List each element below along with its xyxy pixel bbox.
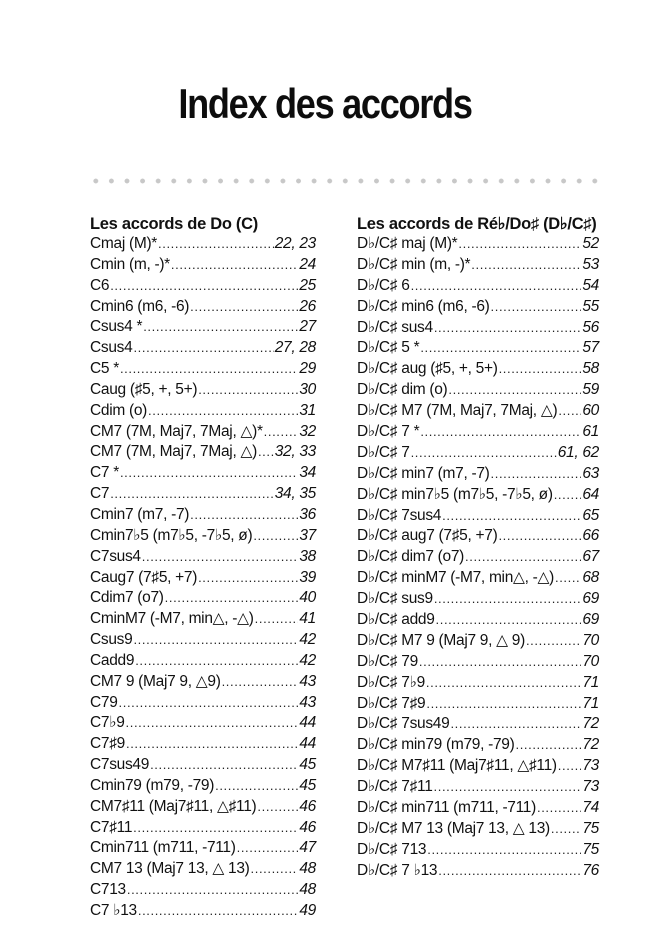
page-number: 26 xyxy=(299,297,316,315)
page-number: 61 xyxy=(582,423,599,441)
page-number: 73 xyxy=(582,757,599,775)
index-entry xyxy=(90,713,316,734)
chord-name: D♭/C♯ M7 (7M, Maj7, 7Maj, △) xyxy=(357,402,558,420)
page-number: 46 xyxy=(299,818,316,836)
index-entry xyxy=(90,755,316,776)
index-entry xyxy=(357,568,599,589)
index-entry xyxy=(90,359,316,380)
chord-name: C7 xyxy=(90,485,110,503)
index-entry xyxy=(357,756,599,777)
page-number: 32, 33 xyxy=(274,443,316,461)
page-number: 32 xyxy=(299,422,316,440)
dot-leader xyxy=(434,777,582,798)
page-number: 74 xyxy=(582,799,599,817)
chord-name: Cmin (m, -)* xyxy=(90,255,170,273)
dot-leader xyxy=(458,234,581,255)
chord-name: D♭/C♯ min7 (m7, -7) xyxy=(357,464,490,482)
chord-name: D♭/C♯ 7 * xyxy=(357,423,420,441)
dot-leader xyxy=(133,630,298,651)
index-entry xyxy=(90,297,316,318)
page-number: 41 xyxy=(299,610,316,628)
dot-leader xyxy=(255,609,299,630)
page-number: 53 xyxy=(582,255,599,273)
dot-leader xyxy=(135,651,298,672)
chord-name: C713 xyxy=(90,881,126,899)
dot-leader xyxy=(555,568,581,589)
chord-name: CminM7 (-M7, min△, -△) xyxy=(90,610,254,628)
dot-leader xyxy=(142,547,299,568)
dot-leader xyxy=(515,735,581,756)
dot-leader xyxy=(237,838,299,859)
page-number: 70 xyxy=(582,631,599,649)
chord-name: Cadd9 xyxy=(90,651,135,669)
page-number: 43 xyxy=(299,672,316,690)
dot-leader xyxy=(426,694,581,715)
page-number: 73 xyxy=(582,778,599,796)
page-number: 55 xyxy=(582,297,599,315)
index-entry xyxy=(90,234,316,255)
page-number: 70 xyxy=(582,652,599,670)
page-number: 52 xyxy=(582,235,599,252)
index-entry xyxy=(90,776,316,797)
chord-name: Cmin79 (m79, -79) xyxy=(90,776,215,794)
chord-name: D♭/C♯ 6 xyxy=(357,276,410,294)
page-number: 67 xyxy=(582,548,599,566)
index-entry xyxy=(90,526,316,547)
dot-leader xyxy=(110,484,273,505)
dot-leader xyxy=(471,255,581,276)
chord-name: Cmin7 (m7, -7) xyxy=(90,505,190,523)
index-entry xyxy=(357,714,599,735)
index-entry xyxy=(357,610,599,631)
page-number: 37 xyxy=(299,526,316,544)
chord-name: CM7 13 (Maj7 13, △ 13) xyxy=(90,860,250,878)
dot-leader xyxy=(558,401,581,422)
index-entry xyxy=(357,735,599,756)
index-entry xyxy=(90,901,316,922)
dot-leader xyxy=(110,276,298,297)
chord-name: CM7♯11 (Maj7♯11, △♯11) xyxy=(90,797,257,815)
index-entry xyxy=(90,463,316,484)
page-number: 29 xyxy=(299,360,316,378)
index-entry xyxy=(90,859,316,880)
dot-leader xyxy=(264,422,299,443)
chord-name: D♭/C♯ minM7 (-M7, min△, -△) xyxy=(357,569,554,587)
dot-leader xyxy=(465,547,581,568)
dot-leader xyxy=(148,401,298,422)
index-entry xyxy=(90,797,316,818)
dot-leader xyxy=(253,526,298,547)
column-heading: Les accords de Ré♭/Do♯ (D♭/C♯) xyxy=(357,215,597,233)
index-entry xyxy=(357,819,599,840)
page-number: 25 xyxy=(299,276,316,294)
dot-leader xyxy=(120,359,298,380)
index-entry xyxy=(90,317,316,338)
chord-name: C7 ♭13 xyxy=(90,902,137,919)
index-entry xyxy=(357,652,599,673)
chord-name: C7sus49 xyxy=(90,756,150,774)
index-entry xyxy=(357,798,599,819)
chord-name: D♭/C♯ 7♭9 xyxy=(357,673,425,691)
page-number: 42 xyxy=(299,651,316,669)
chord-name: C7♯11 xyxy=(90,818,133,836)
page-number: 63 xyxy=(582,464,599,482)
page-number: 42 xyxy=(299,631,316,649)
dot-leader xyxy=(554,485,582,506)
index-entry xyxy=(90,734,316,755)
dot-leader xyxy=(499,359,582,380)
index-entry xyxy=(357,234,599,255)
index-entry xyxy=(90,255,316,276)
chord-name: D♭/C♯ maj (M)* xyxy=(357,235,458,252)
chord-name: D♭/C♯ 7 ♭13 xyxy=(357,861,438,879)
page-number: 71 xyxy=(582,694,599,712)
dot-leader xyxy=(426,673,581,694)
page-number: 22, 23 xyxy=(274,235,316,252)
chord-name: Cmin6 (m6, -6) xyxy=(90,297,190,315)
page-number: 59 xyxy=(582,381,599,399)
page-number: 45 xyxy=(299,776,316,794)
page-number: 27, 28 xyxy=(274,339,316,357)
index-entry xyxy=(357,318,599,339)
chord-name: D♭/C♯ min7♭5 (m7♭5, -7♭5, ø) xyxy=(357,485,553,503)
dot-leader xyxy=(537,798,581,819)
page-number: 75 xyxy=(582,840,599,858)
chord-name: D♭/C♯ 7sus4 xyxy=(357,506,442,524)
dot-leader xyxy=(158,234,274,255)
page-number: 36 xyxy=(299,505,316,523)
chord-name: Caug (♯5, +, 5+) xyxy=(90,380,198,398)
index-entry xyxy=(357,840,599,861)
dot-leader xyxy=(257,797,298,818)
page-number: 39 xyxy=(299,568,316,586)
dot-leader xyxy=(558,756,582,777)
dot-leader xyxy=(551,819,581,840)
dot-leader xyxy=(127,880,298,901)
index-entry xyxy=(357,506,599,527)
chord-name: CM7 (7M, Maj7, 7Maj, △)* xyxy=(90,422,263,440)
index-entry xyxy=(357,673,599,694)
page-number: 71 xyxy=(582,673,599,691)
chord-name: D♭/C♯ aug7 (7♯5, +7) xyxy=(357,527,498,545)
dot-leader xyxy=(448,380,581,401)
dot-leader xyxy=(251,859,299,880)
page-number: 47 xyxy=(299,839,316,857)
chord-name: D♭/C♯ 7 xyxy=(357,443,410,461)
index-entry xyxy=(357,526,599,547)
page-number: 27 xyxy=(299,318,316,336)
dot-leader xyxy=(143,317,298,338)
page-number: 30 xyxy=(299,380,316,398)
index-entry xyxy=(90,276,316,297)
chord-name: Csus4 xyxy=(90,339,133,357)
index-entry xyxy=(357,485,599,506)
chord-name: D♭/C♯ 5 * xyxy=(357,339,420,357)
index-entry xyxy=(357,359,599,380)
page-number: 57 xyxy=(582,339,599,357)
chord-name: CM7 9 (Maj7 9, △9) xyxy=(90,672,221,690)
dot-leader xyxy=(411,276,582,297)
dot-leader xyxy=(190,297,298,318)
index-entry xyxy=(90,338,316,359)
chord-name: D♭/C♯ 7sus49 xyxy=(357,715,450,733)
dotted-separator xyxy=(88,178,604,184)
chord-name: Csus4 * xyxy=(90,318,143,336)
page-number: 49 xyxy=(299,902,316,919)
page-number: 65 xyxy=(582,506,599,524)
index-entry xyxy=(357,861,599,882)
index-entry xyxy=(90,672,316,693)
dot-leader xyxy=(427,840,581,861)
chord-name: D♭/C♯ M7♯11 (Maj7♯11, △♯11) xyxy=(357,757,557,775)
index-entry xyxy=(90,547,316,568)
index-entry xyxy=(90,609,316,630)
dot-leader xyxy=(434,589,582,610)
dot-leader xyxy=(436,610,582,631)
chord-name: Caug7 (7♯5, +7) xyxy=(90,568,198,586)
chord-name: D♭/C♯ 713 xyxy=(357,840,427,858)
page-number: 58 xyxy=(582,360,599,378)
chord-name: D♭/C♯ add9 xyxy=(357,611,435,629)
dot-leader xyxy=(411,443,557,464)
index-entry xyxy=(90,422,316,443)
dot-leader xyxy=(126,734,298,755)
page-number: 60 xyxy=(582,402,599,420)
page-number: 54 xyxy=(582,276,599,294)
chord-name: D♭/C♯ dim (o) xyxy=(357,381,448,399)
page-number: 40 xyxy=(299,589,316,607)
index-entry xyxy=(90,630,316,651)
chord-name: C7♯9 xyxy=(90,735,125,753)
index-entry xyxy=(90,401,316,422)
dot-leader xyxy=(526,631,581,652)
chord-name: C7 * xyxy=(90,464,119,482)
chord-name: Cdim (o) xyxy=(90,401,148,419)
dot-leader xyxy=(450,714,581,735)
page-number: 44 xyxy=(299,714,316,732)
dot-leader xyxy=(198,568,298,589)
chord-name: D♭/C♯ min6 (m6, -6) xyxy=(357,297,490,315)
index-entry xyxy=(90,838,316,859)
page-number: 68 xyxy=(582,569,599,587)
chord-name: Cdim7 (o7) xyxy=(90,589,164,607)
chord-name: Cmin711 (m711, -711) xyxy=(90,839,236,857)
index-entry xyxy=(357,338,599,359)
chord-name: D♭/C♯ M7 13 (Maj7 13, △ 13) xyxy=(357,819,550,837)
dot-leader xyxy=(119,693,299,714)
page-number: 48 xyxy=(299,860,316,878)
page-number: 61, 62 xyxy=(557,443,599,461)
page-number: 43 xyxy=(299,693,316,711)
index-entry xyxy=(357,631,599,652)
dot-leader xyxy=(150,755,298,776)
index-entry xyxy=(357,589,599,610)
page-number: 69 xyxy=(582,611,599,629)
chord-name: D♭/C♯ dim7 (o7) xyxy=(357,548,465,566)
index-entry xyxy=(90,693,316,714)
dot-leader xyxy=(438,861,581,882)
dot-leader xyxy=(126,713,299,734)
page-number: 72 xyxy=(582,715,599,733)
index-entry xyxy=(357,380,599,401)
dot-leader xyxy=(420,338,581,359)
index-entry xyxy=(357,694,599,715)
dot-leader xyxy=(222,672,299,693)
column-heading: Les accords de Do (C) xyxy=(90,215,258,233)
dot-leader xyxy=(171,255,298,276)
index-entry xyxy=(357,297,599,318)
dot-leader xyxy=(133,818,298,839)
chord-name: C7♭9 xyxy=(90,714,125,732)
chord-name: D♭/C♯ aug (♯5, +, 5+) xyxy=(357,360,498,378)
page-number: 46 xyxy=(299,797,316,815)
index-entry xyxy=(357,422,599,443)
dot-leader xyxy=(198,380,298,401)
chord-name: C79 xyxy=(90,693,118,711)
chord-name: CM7 (7M, Maj7, 7Maj, △) xyxy=(90,443,257,461)
page-number: 72 xyxy=(582,736,599,754)
chord-name: D♭/C♯ sus4 xyxy=(357,318,433,336)
dot-leader xyxy=(491,297,582,318)
index-entry xyxy=(90,505,316,526)
index-column-dflat xyxy=(357,214,599,882)
page-title: Index des accords xyxy=(178,80,472,127)
page-number: 76 xyxy=(582,861,599,879)
chord-name: D♭/C♯ M7 9 (Maj7 9, △ 9) xyxy=(357,631,525,649)
page-number: 38 xyxy=(299,547,316,565)
chord-name: D♭/C♯ sus9 xyxy=(357,590,433,608)
index-entry xyxy=(357,443,599,464)
dot-leader xyxy=(165,588,299,609)
chord-name: D♭/C♯ 79 xyxy=(357,652,418,670)
chord-name: D♭/C♯ 7♯11 xyxy=(357,778,433,796)
dot-leader xyxy=(434,318,582,339)
chord-name: Cmaj (M)* xyxy=(90,235,158,252)
index-entry xyxy=(90,588,316,609)
index-entry xyxy=(357,777,599,798)
dot-leader xyxy=(190,505,298,526)
dot-leader xyxy=(138,901,298,922)
index-column-c xyxy=(90,214,316,922)
chord-name: C6 xyxy=(90,276,110,294)
chord-name: D♭/C♯ min (m, -)* xyxy=(357,255,471,273)
chord-name: D♭/C♯ min711 (m711, -711) xyxy=(357,799,536,817)
index-entry xyxy=(357,547,599,568)
page-number: 44 xyxy=(299,735,316,753)
page-number: 48 xyxy=(299,881,316,899)
page-number: 34, 35 xyxy=(274,485,316,503)
dot-leader xyxy=(491,464,582,485)
dot-leader xyxy=(442,506,581,527)
index-entry xyxy=(357,464,599,485)
page-number: 66 xyxy=(582,527,599,545)
dot-leader xyxy=(419,652,581,673)
index-entry xyxy=(90,651,316,672)
chord-name: C7sus4 xyxy=(90,547,141,565)
chord-name: D♭/C♯ min79 (m79, -79) xyxy=(357,736,515,754)
dot-leader xyxy=(133,338,273,359)
index-entry xyxy=(357,401,599,422)
page-number: 75 xyxy=(582,819,599,837)
page-number: 24 xyxy=(299,255,316,273)
dot-leader xyxy=(498,526,581,547)
dot-leader xyxy=(120,463,298,484)
dot-leader xyxy=(215,776,298,797)
chord-name: Csus9 xyxy=(90,631,133,649)
page-number: 34 xyxy=(299,464,316,482)
page-number: 56 xyxy=(582,318,599,336)
dot-leader xyxy=(258,442,274,463)
index-entry xyxy=(357,276,599,297)
page-number: 64 xyxy=(582,485,599,503)
index-entry xyxy=(357,255,599,276)
index-entry xyxy=(90,484,316,505)
page-number: 69 xyxy=(582,590,599,608)
dot-leader xyxy=(420,422,581,443)
chord-name: C5 * xyxy=(90,360,119,378)
index-entry xyxy=(90,442,316,463)
chord-name: D♭/C♯ 7♯9 xyxy=(357,694,426,712)
index-entry xyxy=(90,818,316,839)
index-entry xyxy=(90,880,316,901)
chord-name: Cmin7♭5 (m7♭5, -7♭5, ø) xyxy=(90,526,253,544)
page-number: 45 xyxy=(299,756,316,774)
index-entry xyxy=(90,568,316,589)
index-entry xyxy=(90,380,316,401)
page-number: 31 xyxy=(299,401,316,419)
